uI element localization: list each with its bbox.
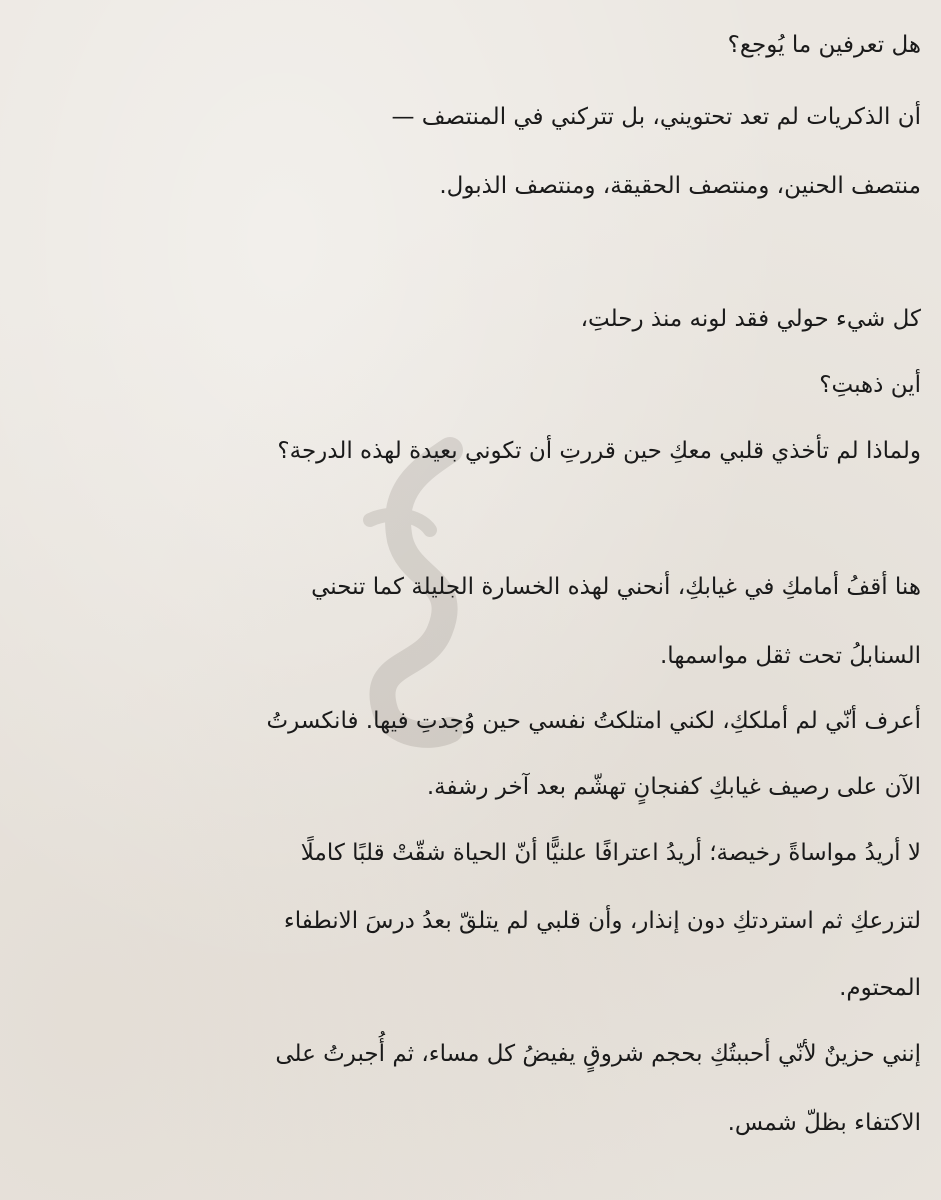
text-line-15: الاكتفاء بظلّ شمس. [727, 1110, 921, 1136]
text-line-1: هل تعرفين ما يُوجع؟ [727, 32, 921, 58]
text-line-2: أن الذكريات لم تعد تحتويني، بل تتركني في المنتصف — [391, 104, 921, 130]
text-line-12: لتزرعكِ ثم استردتكِ دون إنذار، وأن قلبي لم يتلقّ بعدُ درسَ الانطفاء [283, 908, 921, 934]
text-line-4: كل شيء حولي فقد لونه منذ رحلتِ، [580, 306, 921, 332]
text-line-9: أعرف أنّي لم أملككِ، لكني امتلكتُ نفسي حين وُجدتِ فيها. فانكسرتُ [266, 708, 921, 734]
text-line-7: هنا أقفُ أمامكِ في غيابكِ، أنحني لهذه الخسارة الجليلة كما تنحني [311, 574, 921, 600]
text-line-5: أين ذهبتِ؟ [819, 372, 921, 398]
text-line-3: منتصف الحنين، ومنتصف الحقيقة، ومنتصف الذبول. [439, 173, 921, 199]
text-line-10: الآن على رصيف غيابكِ كفنجانٍ تهشّم بعد آخر رشفة. [426, 774, 921, 800]
text-line-6: ولماذا لم تأخذي قلبي معكِ حين قررتِ أن تكوني بعيدة لهذه الدرجة؟ [277, 438, 921, 464]
text-line-13: المحتوم. [839, 975, 921, 1001]
text-line-8: السنابلُ تحت ثقل مواسمها. [660, 643, 921, 669]
text-line-14: إنني حزينٌ لأنّي أحببتُكِ بحجم شروقٍ يفيضُ كل مساء، ثم أُجبرتُ على [275, 1041, 921, 1067]
text-line-11: لا أريدُ مواساةً رخيصة؛ أريدُ اعترافًا علنيًّا أنّ الحياة شقّتْ قلبًا كاملًا [300, 840, 921, 866]
